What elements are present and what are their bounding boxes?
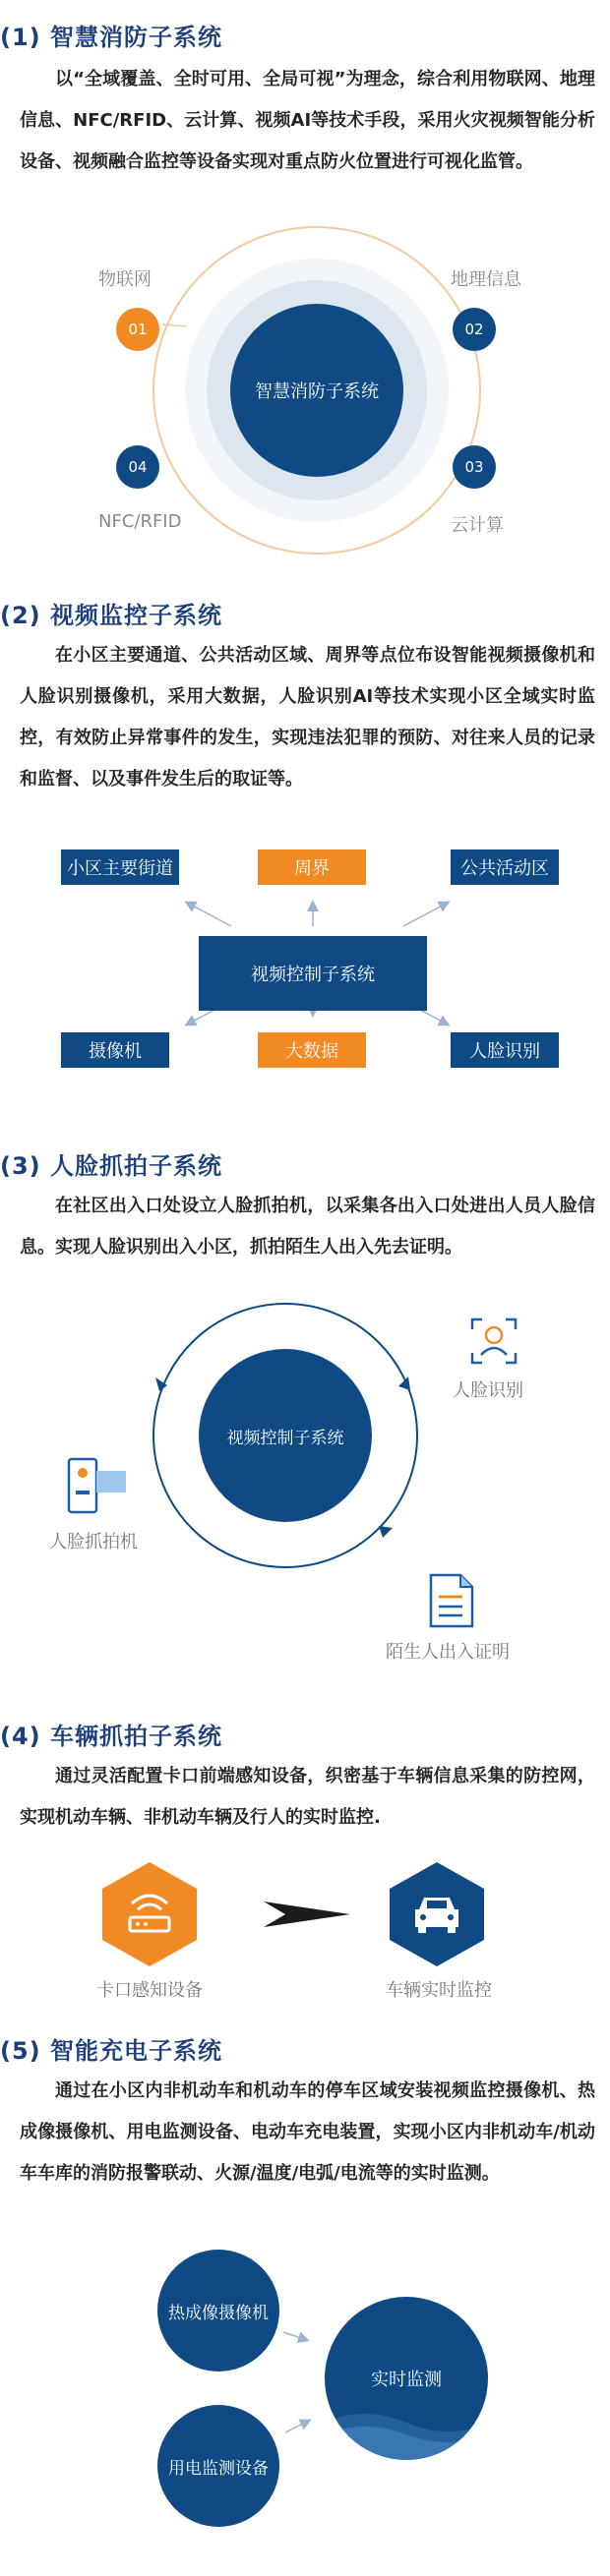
- num-badge-03: [453, 445, 496, 489]
- box-public-area: 公共活动区: [451, 849, 559, 885]
- face-center-label: 视频控制子系统: [226, 1428, 344, 1448]
- label-power-monitor: 用电监测设备: [168, 2458, 269, 2479]
- section-video: [0, 590, 610, 1121]
- label-capture-camera: 人脸抓拍机: [49, 1532, 138, 1552]
- num-02: 02: [464, 321, 484, 338]
- section-title: (2) 视频监控子系统: [0, 602, 222, 629]
- fire-center-circle: [230, 304, 403, 477]
- box-camera: 摄像机: [61, 1032, 169, 1068]
- num-03: 03: [464, 458, 484, 476]
- face-scan-icon: [470, 1316, 518, 1367]
- vehicle-hexagon: [386, 1860, 488, 1968]
- label-gis: 地理信息: [451, 269, 521, 290]
- label-face-recognition: 人脸识别: [453, 1380, 523, 1401]
- circle-realtime-monitor: [325, 2297, 488, 2460]
- label-stranger-proof: 陌生人出入证明: [386, 1642, 510, 1663]
- section-title: (3) 人脸抓拍子系统: [0, 1152, 222, 1180]
- label-realtime-monitor: 实时监测: [371, 2370, 442, 2390]
- num-04: 04: [128, 458, 148, 476]
- label-iot: 物联网: [98, 269, 152, 290]
- charging-arrows: [0, 2025, 610, 2576]
- face-center-circle: [199, 1349, 372, 1522]
- section-paragraph: 以“全域覆盖、全时可用、全局可视”为理念，综合利用物联网、地理信息、NFC/RFID、云计算、视频AI等技术手段，采用火灾视频智能分析设备、视频融合监控等设备实现对重点防火位置进行可视化监管。: [20, 69, 595, 172]
- section-title: (1) 智慧消防子系统: [0, 24, 222, 51]
- label-thermal-camera: 热成像摄像机: [168, 2303, 269, 2323]
- section-charging: [0, 2025, 610, 2576]
- box-main-street: 小区主要街道: [61, 849, 179, 885]
- label-cloud: 云计算: [451, 515, 504, 536]
- section-title: (5) 智能充电子系统: [0, 2037, 222, 2065]
- section-paragraph: 通过灵活配置卡口前端感知设备，织密基于车辆信息采集的防控网，实现机动车辆、非机动车辆及行人的实时监控.: [20, 1766, 595, 1828]
- fire-center-label: 智慧消防子系统: [255, 381, 379, 402]
- section-paragraph: 在小区主要通道、公共活动区域、周界等点位布设智能视频摄像机和人脸识别摄像机，采用大数据，人脸识别AI等技术实现小区全域实时监控，有效防止异常事件的发生，实现违法犯罪的预防、对往来人员的记录和监督、以及事件发生后的取证等。: [20, 645, 595, 790]
- num-badge-04: [116, 445, 159, 489]
- label-vehicle-monitor: 车辆实时监控: [386, 1980, 492, 2001]
- label-sensor-device: 卡口感知设备: [96, 1980, 203, 2001]
- num-badge-02: [453, 308, 496, 351]
- section-paragraph: 通过在小区内非机动车和机动车的停车区域安装视频监控摄像机、热成像摄像机、用电监测设备、电动车充电装置，实现小区内非机动车/机动车车库的消防报警联动、火源/温度/电弧/电流等的实时监测。: [20, 2080, 595, 2184]
- box-face-recognition: 人脸识别: [451, 1032, 559, 1068]
- num-badge-01: [116, 308, 159, 351]
- section-vehicle: [0, 1711, 610, 2001]
- face-camera-icon: [67, 1457, 128, 1514]
- box-bigdata: 大数据: [258, 1032, 366, 1068]
- arrow-icon: [264, 1900, 352, 1929]
- section-paragraph: 在社区出入口处设立人脸抓拍机，以采集各出入口处进出人员人脸信息。实现人脸识别出入小区，抓拍陌生人出入先去证明。: [20, 1196, 595, 1258]
- label-nfc: NFC/RFID: [98, 511, 182, 532]
- video-center-box: 视频控制子系统: [199, 936, 427, 1011]
- section-title: (4) 车辆抓拍子系统: [0, 1723, 222, 1750]
- sensor-hexagon: [98, 1860, 201, 1968]
- circle-thermal-camera: [157, 2250, 279, 2371]
- circle-power-monitor: [157, 2405, 279, 2527]
- box-perimeter: 周界: [258, 849, 366, 885]
- section-face: [0, 1141, 610, 1691]
- section-fire: [0, 0, 610, 551]
- num-01: 01: [128, 321, 148, 338]
- document-icon: [429, 1573, 474, 1628]
